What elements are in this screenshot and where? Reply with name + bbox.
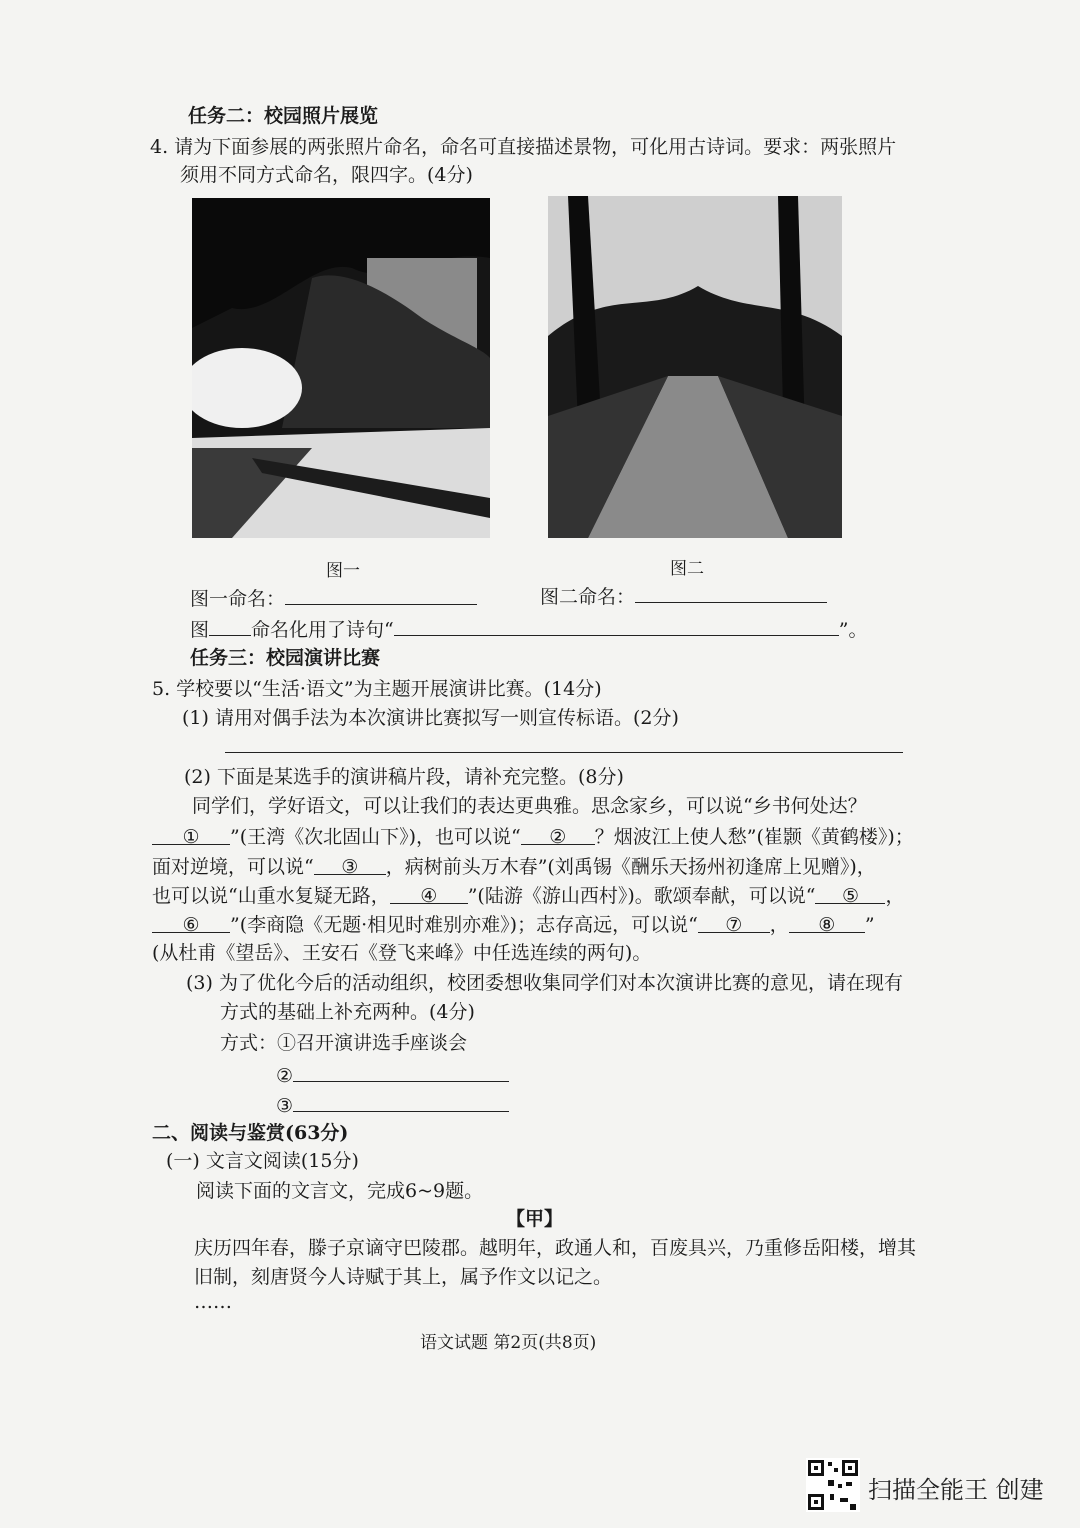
poem-row-mid: 命名化用了诗句“ <box>251 619 394 641</box>
passage-ellipsis: …… <box>194 1291 232 1313</box>
blank-5[interactable]: ⑤ <box>815 883 885 904</box>
qr-code-icon <box>806 1458 860 1512</box>
speech-line-1: 同学们，学好语文，可以让我们的表达更典雅。思念家乡，可以说“乡书何处达？ <box>192 795 867 817</box>
photo-2-image <box>548 196 842 538</box>
photo-1 <box>192 198 490 538</box>
speech-line-4-text-c: ， <box>885 885 905 907</box>
photo-1-caption: 图一 <box>326 561 360 581</box>
photo-1-name-label: 图一命名： <box>190 588 286 610</box>
speech-line-4-text-a: 也可以说“山重水复疑无路， <box>152 885 390 907</box>
blank-2[interactable]: ② <box>521 824 595 845</box>
page-footer: 语文试题 第2页(共8页) <box>420 1333 597 1353</box>
photo-number-blank[interactable] <box>209 615 251 636</box>
method-1: 方式：①召开演讲选手座谈会 <box>220 1032 468 1054</box>
method-2-row <box>276 1061 509 1089</box>
method-3-row <box>276 1091 509 1119</box>
photo-1-name-row <box>190 584 477 612</box>
method-2-number: ② <box>276 1065 294 1087</box>
photo-1-name-blank[interactable] <box>285 584 477 605</box>
section-2-sub1: (一) 文言文阅读(15分) <box>166 1150 359 1172</box>
blank-1[interactable]: ① <box>152 824 230 845</box>
qr-code-graphic <box>806 1458 860 1512</box>
speech-line-2 <box>152 824 914 850</box>
question-5: 5. 学校要以“生活·语文”为主题开展演讲比赛。(14分) <box>152 678 602 700</box>
question-5-3-line1: (3) 为了优化今后的活动组织，校团委想收集同学们对本次演讲比赛的意见，请在现有 <box>186 972 903 994</box>
blank-7[interactable]: ⑦ <box>698 912 770 933</box>
photo-1-image <box>192 198 490 538</box>
poem-source-row <box>190 615 867 643</box>
question-4-line2: 须用不同方式命名，限四字。(4分) <box>180 164 473 186</box>
section-2-title: 二、阅读与鉴赏(63分) <box>152 1122 349 1144</box>
photo-2-name-row <box>540 582 827 610</box>
speech-line-5-text-a: ”(李商隐《无题·相见时难别亦难》)；志存高远，可以说“ <box>230 914 698 936</box>
speech-line-5 <box>152 912 875 938</box>
poem-row-prefix: 图 <box>190 619 210 641</box>
passage-jia-heading: 【甲】 <box>506 1208 564 1230</box>
speech-line-2-text-a: ”(王湾《次北固山下》)，也可以说“ <box>230 826 521 848</box>
question-5-1: (1) 请用对偶手法为本次演讲比赛拟写一则宣传标语。(2分) <box>182 707 679 729</box>
passage-line-1: 庆历四年春，滕子京谪守巴陵郡。越明年，政通人和，百废具兴，乃重修岳阳楼，增其 <box>194 1237 917 1259</box>
question-5-2: (2) 下面是某选手的演讲稿片段，请补充完整。(8分) <box>184 766 624 788</box>
question-5-3-line2: 方式的基础上补充两种。(4分) <box>220 1001 475 1023</box>
slogan-blank[interactable] <box>225 752 903 753</box>
photo-2-caption: 图二 <box>670 559 704 579</box>
task2-title: 任务二：校园照片展览 <box>188 105 379 127</box>
passage-line-2: 旧制，刻唐贤今人诗赋于其上，属予作文以记之。 <box>194 1266 613 1288</box>
method-3-blank[interactable] <box>293 1091 509 1112</box>
speech-line-5-text-c: ” <box>864 914 875 936</box>
photo-2-name-blank[interactable] <box>635 582 827 603</box>
task3-title: 任务三：校园演讲比赛 <box>190 647 381 669</box>
poem-line-blank[interactable] <box>394 615 839 636</box>
speech-line-3-text-a: 面对逆境，可以说“ <box>152 856 314 878</box>
poem-row-end: ”。 <box>838 619 868 641</box>
blank-6[interactable]: ⑥ <box>152 912 230 933</box>
speech-line-3 <box>152 854 876 880</box>
photo-2 <box>548 196 842 538</box>
reading-instruction: 阅读下面的文言文，完成6~9题。 <box>196 1180 484 1202</box>
blank-3[interactable]: ③ <box>314 854 386 875</box>
scanner-watermark: 扫描全能王 创建 <box>868 1476 1044 1504</box>
speech-line-5-text-b: ， <box>769 914 789 936</box>
speech-line-4 <box>152 883 905 909</box>
speech-line-3-text-b: ，病树前头万木春”(刘禹锡《酬乐天扬州初逢席上见赠》)， <box>385 856 876 878</box>
question-4-line1: 4. 请为下面参展的两张照片命名，命名可直接描述景物，可化用古诗词。要求：两张照片 <box>150 136 897 158</box>
photo-2-name-label: 图二命名： <box>540 586 636 608</box>
speech-line-6: (从杜甫《望岳》、王安石《登飞来峰》中任选连续的两句)。 <box>152 942 652 964</box>
method-3-number: ③ <box>276 1095 294 1117</box>
blank-8[interactable]: ⑧ <box>789 912 865 933</box>
speech-line-2-text-b: ？烟波江上使人愁”(崔颢《黄鹤楼》)； <box>594 826 914 848</box>
speech-line-4-text-b: ”(陆游《游山西村》)。歌颂奉献，可以说“ <box>467 885 816 907</box>
method-2-blank[interactable] <box>293 1061 509 1082</box>
blank-4[interactable]: ④ <box>390 883 468 904</box>
